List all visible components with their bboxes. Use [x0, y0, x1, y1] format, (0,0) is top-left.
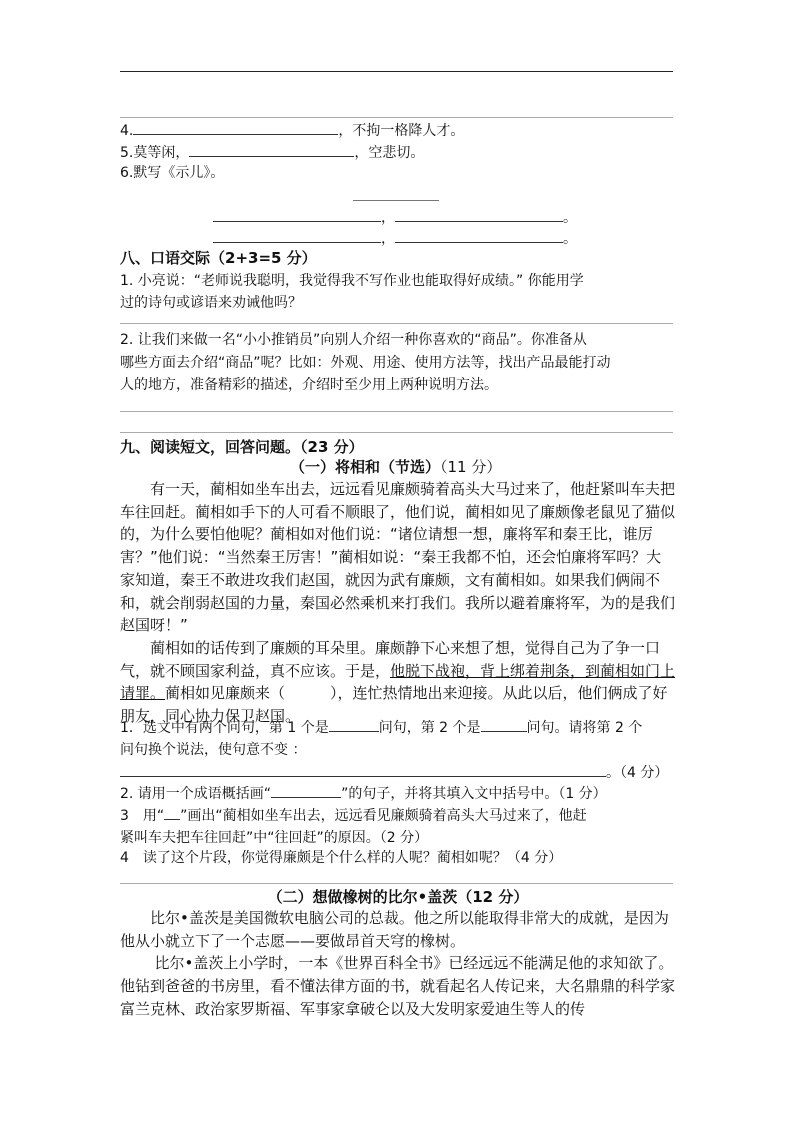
q1-text-a: 1．选文中有两个问句，第 1 个是: [120, 720, 329, 736]
passage2-body: [120, 907, 676, 1021]
q1-text-b: 问句，第 2 个是: [378, 720, 481, 736]
q1-blank-1[interactable]: [329, 716, 379, 732]
q3-line2: 紧叫车夫把车往回赶”中“往回赶”的原因。（2 分）: [120, 830, 429, 846]
q1-score: 。（4 分）: [606, 765, 669, 781]
para2-text-b: 蔺相如见廉颇来（ ），连忙热情地出来迎接。从此以后，他们俩成了好朋友，同心协力保卫赵国。: [120, 684, 668, 726]
passage1-q1: [120, 716, 676, 784]
q4-blank[interactable]: [133, 119, 338, 135]
q1-answer-blank[interactable]: [120, 761, 606, 777]
section8-q1-line1: 1. 小亮说：“老师说我聪明，我觉得我不写作业也能取得好成绩。” 你能用学: [120, 273, 584, 289]
q1-line3: [120, 761, 676, 784]
section8-q2-line3: 人的地方，准备精彩的描述，介绍时至少用上两种说明方法。: [120, 377, 498, 393]
passage1-title: （一）将相和（节选）: [290, 458, 441, 476]
poem-blank-2[interactable]: [395, 206, 563, 222]
period: 。: [563, 231, 577, 247]
comma: ，: [381, 231, 395, 247]
q5-prefix: 5.莫等闲，: [120, 145, 190, 161]
q2-blank[interactable]: [271, 782, 341, 798]
passage2-para2: 比尔•盖茨上小学时，一本《世界百科全书》已经远远不能满足他的求知欲了。他钻到爸爸的书房里，看不懂法律方面的书，就看起名人传记来，大名鼎鼎的科学家富兰克林、政治家罗斯福、军事家拿破仑以及大发明家爱迪生等人的传: [120, 954, 676, 1018]
fill-q6: 6.默写《示儿》。: [120, 165, 225, 181]
passage1-q3: [120, 804, 676, 849]
answer-line[interactable]: [120, 432, 673, 433]
para2-underlined: 他脱下战袍，背上绑着荆条，到蔺相如门上请罪。: [120, 661, 676, 703]
section8-q2-line1: 2. 让我们来做一名“小小推销员”向别人介绍一种你喜欢的“商品”。你准备从: [120, 332, 587, 348]
passage1-heading: [290, 457, 501, 478]
section8-q1-line2: 过的诗句或谚语来劝诫他吗？: [120, 295, 302, 311]
q1-line1: [120, 716, 676, 739]
q1-line2: 问句换个说法，使句意不变 ：: [120, 742, 307, 758]
poem-title-blank[interactable]: [353, 186, 439, 201]
section9-title: 九、阅读短文，回答问题。（23 分）: [120, 438, 364, 456]
section8-q2-line2: 哪些方面去介绍“商品”呢？比如：外观、用途、使用方法等，找出产品最能打动: [120, 355, 611, 371]
q1-blank-2[interactable]: [481, 716, 527, 732]
passage2-title: （二）想做橡树的比尔•盖茨（12 分）: [267, 888, 529, 906]
para2-text-a: 蔺相如的话传到了廉颇的耳朵里。廉颇静下心来想了想，觉得自己为了争一口气，就不顾国家利益，真不应该。于是，: [120, 638, 661, 680]
answer-line[interactable]: [120, 323, 673, 324]
q3-text-a: 3 用“: [120, 808, 165, 824]
top-rule: [120, 71, 673, 72]
poem-blank-3[interactable]: [213, 227, 381, 243]
q4-suffix: ，不拘一格降人才。: [338, 123, 465, 139]
answer-line[interactable]: [120, 883, 673, 884]
passage1-score: （11 分）: [440, 458, 502, 476]
comma: ，: [381, 210, 395, 226]
passage2-para1: 比尔•盖茨是美国微软电脑公司的总裁。他之所以能取得非常大的成就，是因为他从小就立下了一个志愿——要做昂首天穹的橡树。: [120, 909, 669, 950]
q2-text-b: ”的句子，并将其填入文中括号中。（1 分）: [341, 786, 607, 802]
fill-q4: [120, 119, 464, 142]
q3-text-b: ”画出“蔺相如坐车出去，远远看见廉颇骑着高头大马过来了，他赶: [180, 808, 587, 824]
passage1-body: [120, 478, 676, 728]
q5-suffix: ，空悲切。: [354, 145, 425, 161]
answer-line[interactable]: [120, 117, 673, 118]
passage1-q4: 4 读了这个片段，你觉得廉颇是个什么样的人呢？蔺相如呢？（4 分）: [120, 850, 563, 866]
q3-blank[interactable]: [164, 804, 180, 820]
poem-blank-1[interactable]: [213, 206, 381, 222]
poem-line-1: [213, 206, 577, 229]
q5-blank[interactable]: [189, 141, 354, 157]
passage1-para1: 有一天，蔺相如坐车出去，远远看见廉颇骑着高头大马过来了，他赶紧叫车夫把车往回赶。蔺相如手下的人可看不顺眼了，他们说，蔺相如见了廉颇像老鼠见了猫似的，为什么要怕他呢？蔺相如对他们说：“诸位请想一想，廉将军和秦王比，谁厉害？”他们说：“当然秦王厉害！”蔺相如说：“秦王我都不怕，还会怕廉将军吗？大家知道，秦王不敢进攻我们赵国，就因为武有廉颇，文有蔺相如。如果我们俩闹不和，就会削弱赵国的力量，秦国必然乘机来打我们。我所以避着廉将军，为的是我们赵国呀！”: [120, 480, 676, 635]
poem-blank-4[interactable]: [395, 227, 563, 243]
passage1-q2: [120, 782, 676, 805]
q1-text-c: 问句。请将第 2 个: [526, 720, 643, 736]
q4-number: 4.: [120, 123, 134, 139]
poem-line-2: [213, 227, 577, 250]
fill-q5: [120, 141, 424, 164]
q2-text-a: 2. 请用一个成语概括画“: [120, 786, 272, 802]
passage1-para2: [120, 637, 676, 728]
period: 。: [563, 210, 577, 226]
q3-line1: [120, 804, 676, 827]
section8-title: 八、口语交际（2+3=5 分）: [120, 249, 317, 267]
answer-line[interactable]: [120, 411, 673, 412]
